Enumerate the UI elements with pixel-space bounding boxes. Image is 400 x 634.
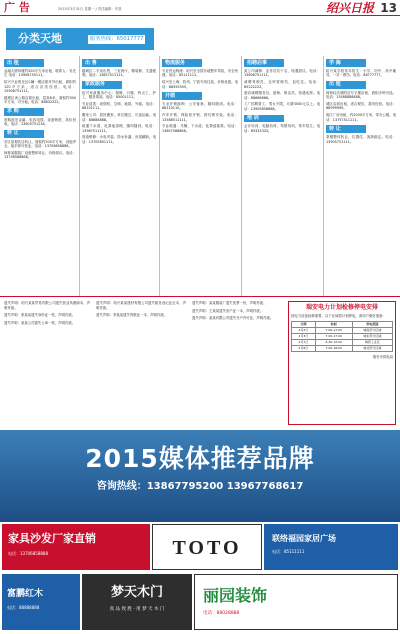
sofa-ad[interactable] <box>2 524 150 570</box>
page-header <box>0 0 400 16</box>
outage-cell: 4月2日 <box>292 327 316 333</box>
column-divider <box>79 56 80 296</box>
deco-ad-title: 丽园装饰 <box>203 586 268 605</box>
classified-column-3 <box>162 56 238 294</box>
window-ad-title: 富鹏红木 <box>7 589 44 599</box>
classified-column-4 <box>244 56 320 294</box>
outage-header: 日期 <box>292 321 316 327</box>
classified-banner <box>6 28 154 50</box>
toto-logo: TOTO <box>172 537 242 559</box>
outage-header: 停电范围 <box>352 321 392 327</box>
category-label: 学 海 <box>326 59 366 67</box>
lost-notice: 遗失声明：绍兴某某贸易有限公司遗失营业执照副本，声明作废。 <box>4 301 90 310</box>
category-label: 培 训 <box>244 115 284 123</box>
outage-cell: 城北部分区域 <box>352 345 392 351</box>
category-label: 转 让 <box>326 125 366 133</box>
outage-row <box>292 345 393 351</box>
category-label: 出 售 <box>82 59 122 67</box>
category-label: 家政服务 <box>82 81 122 89</box>
classified-title: 分类天地 <box>18 32 62 45</box>
newspaper-logo: 绍兴日报 <box>325 1 374 15</box>
classified-ad: 茶楼整体转让，位置佳，客源稳定。电话：13905751111。 <box>326 135 396 144</box>
category-label: 开锁 <box>162 92 202 100</box>
deco-ad-phone: 电话：88028888 <box>203 610 240 616</box>
ad-row-1 <box>0 524 400 572</box>
classified-ad: 搬家公司：居民搬家、单位搬迁、长途运输。电话：88888888。 <box>82 113 156 122</box>
media-brand-ad <box>0 430 400 522</box>
classified-ad: 柯桥轻纺城附近写字楼出租，面积多种可选。电话：13588888888。 <box>326 90 396 100</box>
sofa-ad-title: 家具沙发厂家直销 <box>8 532 96 545</box>
outage-cell: 4月8日 <box>292 345 316 351</box>
power-outage-notice <box>288 301 396 425</box>
outage-cell: 6:30-12:00 <box>315 339 352 345</box>
classified-ad: 某公司诚聘：业务员若干名，待遇面议。电话：13606751111。 <box>244 68 320 78</box>
toto-ad[interactable] <box>152 524 262 570</box>
classified-ad: 绍兴兴业苑北区C幢一楼店面对外出租，面积约120平方米，适合各类经营。电话：15906751111。 <box>4 79 76 94</box>
lost-notice: 遗失声明：绍兴某某建材有限公司遗失税务登记证正本，声明作废。 <box>96 301 186 310</box>
sofa-ad-phone: 电话：13706858888 <box>8 550 48 556</box>
classified-ad: 绍兴至上海、杭州、宁波专线往返，价格优惠。电话：88555555。 <box>162 79 238 89</box>
category-label: 出 租 <box>4 59 44 67</box>
lost-notice: 遗失声明：王某某遗失房产证一本，声明作废。 <box>192 308 264 313</box>
door-ad[interactable] <box>82 574 192 630</box>
column-divider <box>159 56 160 296</box>
classified-ad: 越城区二手房出售，三室两厅，精装修，交通便利。电话：13857511111。 <box>82 68 156 78</box>
lost-notice: 遗失声明：某某有限公司遗失开户许可证，声明作废。 <box>192 316 274 321</box>
page-number: 13 <box>380 1 397 15</box>
category-label: 招聘启事 <box>244 59 284 67</box>
outage-cell: 城南部分区域 <box>352 327 392 333</box>
category-label: 求 购 <box>4 108 44 116</box>
section-title: 广 告 <box>4 1 30 14</box>
classified-ad: 市区某餐饮店转让，面积约200平方米，设施齐全，接手即可营业。电话：13706858888。 <box>4 139 76 149</box>
notice-intro: 因电力设备检修需要，以下区域将计划停电，请用户做好准备： <box>291 314 386 319</box>
column-divider <box>241 56 242 296</box>
deco-ad[interactable] <box>194 574 398 630</box>
media-brand-title: 2015媒体推荐品牌 <box>85 444 315 473</box>
media-brand-phone: 咨询热线：13867795200 13967768617 <box>96 480 304 492</box>
classified-ad: 柯桥某服装厂设备整体转让，价格面议。电话：13758588888。 <box>4 150 76 160</box>
lost-notice: 遗失声明：张某某遗失身份证一张，声明作废。 <box>4 313 76 318</box>
category-label: 出 租 <box>326 81 366 89</box>
lost-notice: 遗失声明：某某服装厂遗失发票一份，声明作废。 <box>192 301 267 305</box>
fuhe-ad-phone: 电话：85111111 <box>272 548 305 554</box>
classified-ad: 酒店诚聘服务员、厨师、保洁员，待遇优厚。电话：88666666。 <box>244 91 320 100</box>
lost-notice: 遗失声明：某某公司遗失公章一枚，声明作废。 <box>4 320 76 325</box>
classified-ad: 绍兴家政服务中心：保姆、月嫂、钟点工、护工，服务周到。电话：85001111。 <box>82 90 156 100</box>
category-label: 物流服务 <box>162 59 202 67</box>
classified-ad: 专业疏通：马桶、下水道、化粪池抽粪。电话：13857588888。 <box>162 124 238 133</box>
classified-ad: 汽车开锁、保险柜开锁、指纹锁安装。电话：13588511111。 <box>162 113 238 122</box>
classified-ad: 管道维修：水电安装、防水补漏、房屋翻新。电话：13705851111。 <box>82 135 156 145</box>
classified-ad: 会计培训、电脑培训、驾驶培训，常年招生。电话：85333333。 <box>244 124 320 133</box>
notices-section <box>0 296 400 428</box>
outage-table <box>291 321 393 352</box>
classified-ad: 诚聘驾驶员、仓库管理员，包吃住。电话：85222222。 <box>244 79 320 89</box>
notice-column-1 <box>4 301 90 425</box>
outage-header: 时间 <box>315 321 352 327</box>
window-ad[interactable] <box>2 574 80 630</box>
column-divider <box>323 56 324 296</box>
door-ad-slogan: 真 品 致 胜 · 用 梦 天 木 门 <box>109 606 165 612</box>
ad-row-2 <box>0 574 400 632</box>
classified-column-1 <box>4 56 76 294</box>
issue-meta: 2015年3月31日 星期一 / 责任编辑：许凯 <box>58 7 122 11</box>
fuhe-ad[interactable] <box>264 524 398 570</box>
notice-column-3 <box>192 301 282 425</box>
outage-cell: 7:00-17:00 <box>315 333 352 339</box>
classified-ad: 专业开锁换锁：公安备案，随叫随到。电话：88110110。 <box>162 101 238 111</box>
outage-cell: 4月3日 <box>292 333 316 339</box>
classified-column-5 <box>326 56 396 294</box>
classified-ad: 越城区汤公路店面出租，层高6米，面积约300平方米，可分租。电话：88632222。 <box>4 95 76 105</box>
outage-cell: 城东部分区域 <box>352 333 392 339</box>
window-ad-phone: 电话：88888888 <box>7 605 40 611</box>
fuhe-ad-title: 联络福园家居广场 <box>272 534 336 543</box>
service-hotline: 服务热线：65017777 <box>88 35 145 44</box>
notice-title: 瑞安电力计划检修停电安排 <box>305 304 378 311</box>
notice-footer: 瑞安市供电局 <box>372 354 393 359</box>
classified-ad: 绍兴某学校常年招生：小学、初中、高中辅导，一对一教学。电话：88777777。 <box>326 68 396 78</box>
notice-column-2 <box>96 301 186 425</box>
classified-ad: 工厂招聘普工，男女不限，月薪3000元以上。电话：13905858888。 <box>244 102 320 111</box>
classified-ad: 收购废旧金属、电线电缆、设备物资，高价回收。电话：13905751234。 <box>4 117 76 127</box>
category-label: 转 让 <box>4 130 44 138</box>
outage-cell: 城西工业区 <box>352 339 392 345</box>
classified-ad: 袍江厂房出租，约2000平方米，带办公楼。电话：13757511111。 <box>326 113 396 122</box>
outage-cell: 7:00-18:00 <box>315 345 352 351</box>
door-ad-title: 梦天木门 <box>110 585 163 600</box>
classified-ad: 专业清洗：油烟机、空调、地毯、外墙。电话：88101111。 <box>82 101 156 111</box>
outage-cell: 4月7日 <box>292 339 316 345</box>
lost-notice: 遗失声明：李某某遗失驾驶证一本，声明作废。 <box>96 313 168 318</box>
classified-ad: 金融大厦四楼约200平方米出租，联系人：吴先生 电话：13906755111。 <box>4 68 76 78</box>
outage-cell: 7:00-17:00 <box>315 327 352 333</box>
classified-ad: 疏通下水道、化粪池清理，随叫随到。电话：13967511111。 <box>82 124 156 133</box>
classified-ad: 专业货运物流：绍兴至全国各地整车零担，安全快捷。电话：85111111。 <box>162 68 238 78</box>
classified-column-2 <box>82 56 156 294</box>
classified-ad: 城区店面出租，适合餐饮、超市经营。电话：88999999。 <box>326 101 396 111</box>
